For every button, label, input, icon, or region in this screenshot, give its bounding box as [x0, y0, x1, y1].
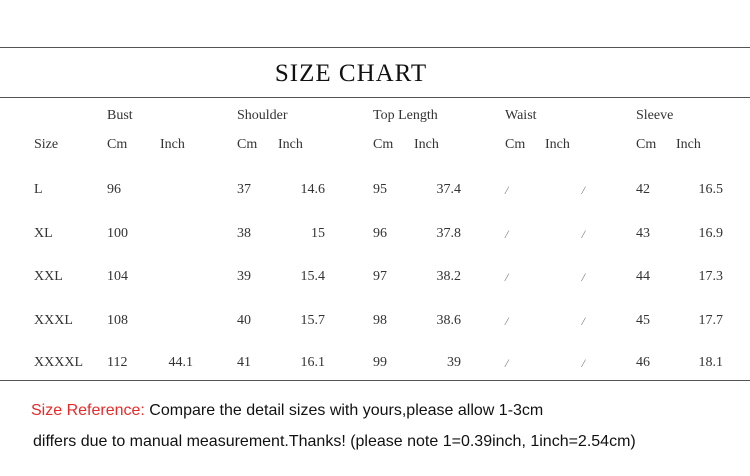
size-label: XXXXL — [34, 355, 83, 370]
table-cell: 46 — [636, 355, 650, 370]
unit-header-6: Cm — [505, 137, 526, 152]
size-label: XXL — [34, 269, 63, 284]
size-column-header: Size — [34, 137, 59, 152]
group-header-3: Waist — [505, 108, 537, 123]
unit-header-1: Inch — [160, 137, 185, 152]
unit-header-4: Cm — [373, 137, 394, 152]
unit-header-7: Inch — [545, 137, 570, 152]
unit-header-9: Inch — [676, 137, 701, 152]
table-cell: / — [505, 270, 509, 284]
size-reference-line-2: differs due to manual measurement.Thanks! (please note 1=0.39inch, 1inch=2.54cm) — [33, 433, 636, 450]
table-cell: 44.1 — [168, 355, 193, 370]
table-cell: 15.4 — [300, 269, 325, 284]
group-header-2: Top Length — [373, 108, 438, 123]
table-cell: / — [581, 183, 585, 197]
table-cell: 100 — [107, 226, 128, 241]
table-cell: / — [581, 270, 585, 284]
table-cell: / — [581, 314, 585, 328]
table-cell: / — [505, 227, 509, 241]
table-cell: / — [505, 183, 509, 197]
table-cell: 17.7 — [698, 313, 723, 328]
table-cell: 96 — [107, 182, 121, 197]
table-cell: / — [505, 356, 509, 370]
table-cell: 108 — [107, 313, 128, 328]
unit-header-2: Cm — [237, 137, 258, 152]
table-cell: 38.2 — [436, 269, 461, 284]
table-cell: 112 — [107, 355, 128, 370]
table-cell: 44 — [636, 269, 650, 284]
size-reference-label: Size Reference: — [31, 402, 145, 419]
size-reference-text-1: Compare the detail sizes with yours,please allow 1-3cm — [144, 402, 544, 419]
table-cell: 98 — [373, 313, 387, 328]
size-label: XXXL — [34, 313, 73, 328]
table-cell: 37.4 — [436, 182, 461, 197]
table-cell: 39 — [237, 269, 251, 284]
group-header-4: Sleeve — [636, 108, 674, 123]
table-cell: 97 — [373, 269, 387, 284]
unit-header-5: Inch — [414, 137, 439, 152]
table-cell: 18.1 — [698, 355, 723, 370]
group-header-1: Shoulder — [237, 108, 288, 123]
table-cell: 17.3 — [698, 269, 723, 284]
table-cell: 14.6 — [300, 182, 325, 197]
table-cell: 104 — [107, 269, 128, 284]
table-cell: 42 — [636, 182, 650, 197]
table-cell: 15.7 — [300, 313, 325, 328]
table-cell: 15 — [311, 226, 325, 241]
size-reference-line-1 — [31, 401, 543, 421]
unit-header-3: Inch — [278, 137, 303, 152]
table-cell: 38 — [237, 226, 251, 241]
bottom-divider — [0, 380, 750, 381]
table-cell: 43 — [636, 226, 650, 241]
table-cell: 39 — [447, 355, 461, 370]
table-cell: 16.9 — [698, 226, 723, 241]
table-cell: 37 — [237, 182, 251, 197]
unit-header-0: Cm — [107, 137, 128, 152]
group-header-0: Bust — [107, 108, 133, 123]
unit-header-8: Cm — [636, 137, 657, 152]
size-label: XL — [34, 226, 53, 241]
table-cell: 16.1 — [300, 355, 325, 370]
table-cell: 40 — [237, 313, 251, 328]
table-cell: 38.6 — [436, 313, 461, 328]
table-cell: 37.8 — [436, 226, 461, 241]
table-cell: 45 — [636, 313, 650, 328]
table-cell: 95 — [373, 182, 387, 197]
header-divider — [0, 97, 750, 98]
size-label: L — [34, 182, 43, 197]
table-cell: 96 — [373, 226, 387, 241]
table-cell: / — [581, 356, 585, 370]
table-cell: 99 — [373, 355, 387, 370]
table-cell: / — [581, 227, 585, 241]
table-cell: 16.5 — [698, 182, 723, 197]
chart-title: SIZE CHART — [274, 60, 428, 87]
table-cell: 41 — [237, 355, 251, 370]
table-cell: / — [505, 314, 509, 328]
top-divider — [0, 47, 750, 48]
